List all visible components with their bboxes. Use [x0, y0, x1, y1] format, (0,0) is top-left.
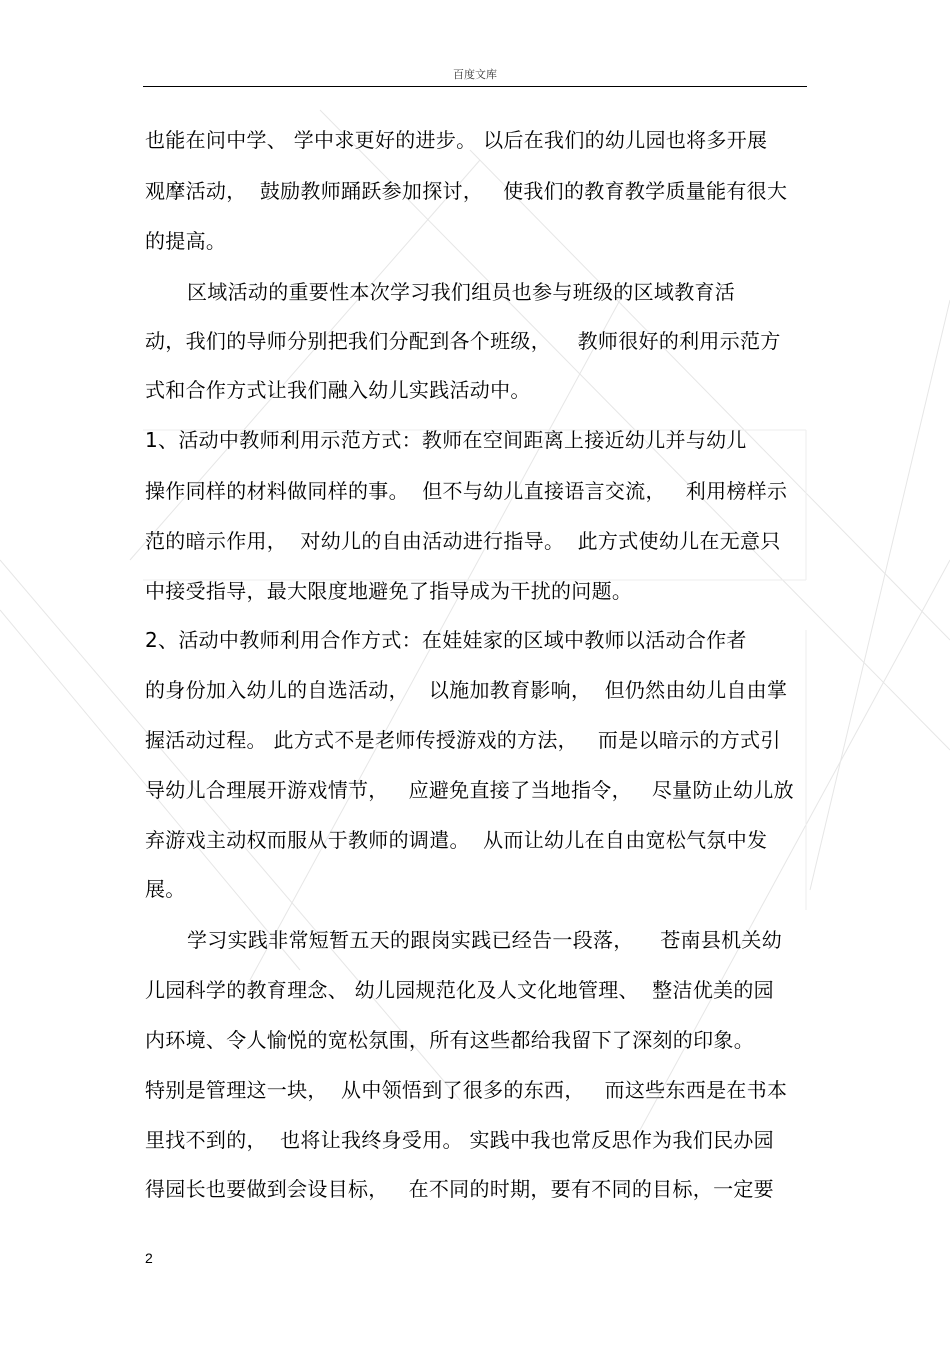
- text-line: 也能在问中学、 学中求更好的进步。 以后在我们的幼儿园也将多开展: [145, 128, 768, 152]
- text-line: 操作同样的材料做同样的事。 但不与幼儿直接语言交流， 利用榜样示: [145, 479, 788, 503]
- text-line: 特别是管理这一块， 从中领悟到了很多的东西， 而这些东西是在书本: [145, 1078, 788, 1102]
- text-line: 儿园科学的教育理念、 幼儿园规范化及人文化地管理、 整洁优美的园: [145, 978, 774, 1002]
- text-line: 动，我们的导师分别把我们分配到各个班级， 教师很好的利用示范方: [145, 329, 781, 353]
- text-line: 观摩活动， 鼓励教师踊跃参加探讨， 使我们的教育教学质量能有很大: [145, 179, 788, 203]
- header-label: 百度文库: [453, 68, 497, 81]
- text-line: 弃游戏主动权而服从于教师的调遣。 从而让幼儿在自由宽松气氛中发: [145, 828, 768, 852]
- text-line: 内环境、令人愉悦的宽松氛围，所有这些都给我留下了深刻的印象。: [145, 1028, 754, 1052]
- text-line: 导幼儿合理展开游戏情节， 应避免直接了当地指令， 尽量防止幼儿放: [145, 778, 794, 802]
- text-line: 学习实践非常短暂五天的跟岗实践已经告一段落， 苍南县机关幼: [187, 928, 783, 952]
- text-line: 2、活动中教师利用合作方式：在娃娃家的区域中教师以活动合作者: [145, 628, 747, 652]
- page-number: 2: [145, 1250, 153, 1266]
- text-line: 式和合作方式让我们融入幼儿实践活动中。: [145, 378, 531, 402]
- text-line: 区域活动的重要性本次学习我们组员也参与班级的区域教育活: [187, 280, 736, 304]
- text-line: 的身份加入幼儿的自选活动， 以施加教育影响， 但仍然由幼儿自由掌: [145, 678, 788, 702]
- text-line: 握活动过程。 此方式不是老师传授游戏的方法， 而是以暗示的方式引: [145, 728, 781, 752]
- text-line: 得园长也要做到会设目标， 在不同的时期，要有不同的目标，一定要: [145, 1177, 774, 1201]
- text-line: 的提高。: [145, 229, 227, 253]
- text-line: 范的暗示作用， 对幼儿的自由活动进行指导。 此方式使幼儿在无意只: [145, 529, 781, 553]
- text-line: 1、活动中教师利用示范方式：教师在空间距离上接近幼儿并与幼儿: [145, 428, 747, 452]
- text-line: 展。: [145, 877, 186, 901]
- text-line: 里找不到的， 也将让我终身受用。 实践中我也常反思作为我们民办园: [145, 1128, 774, 1152]
- text-line: 中接受指导，最大限度地避免了指导成为干扰的问题。: [145, 579, 633, 603]
- header-rule: [143, 86, 807, 87]
